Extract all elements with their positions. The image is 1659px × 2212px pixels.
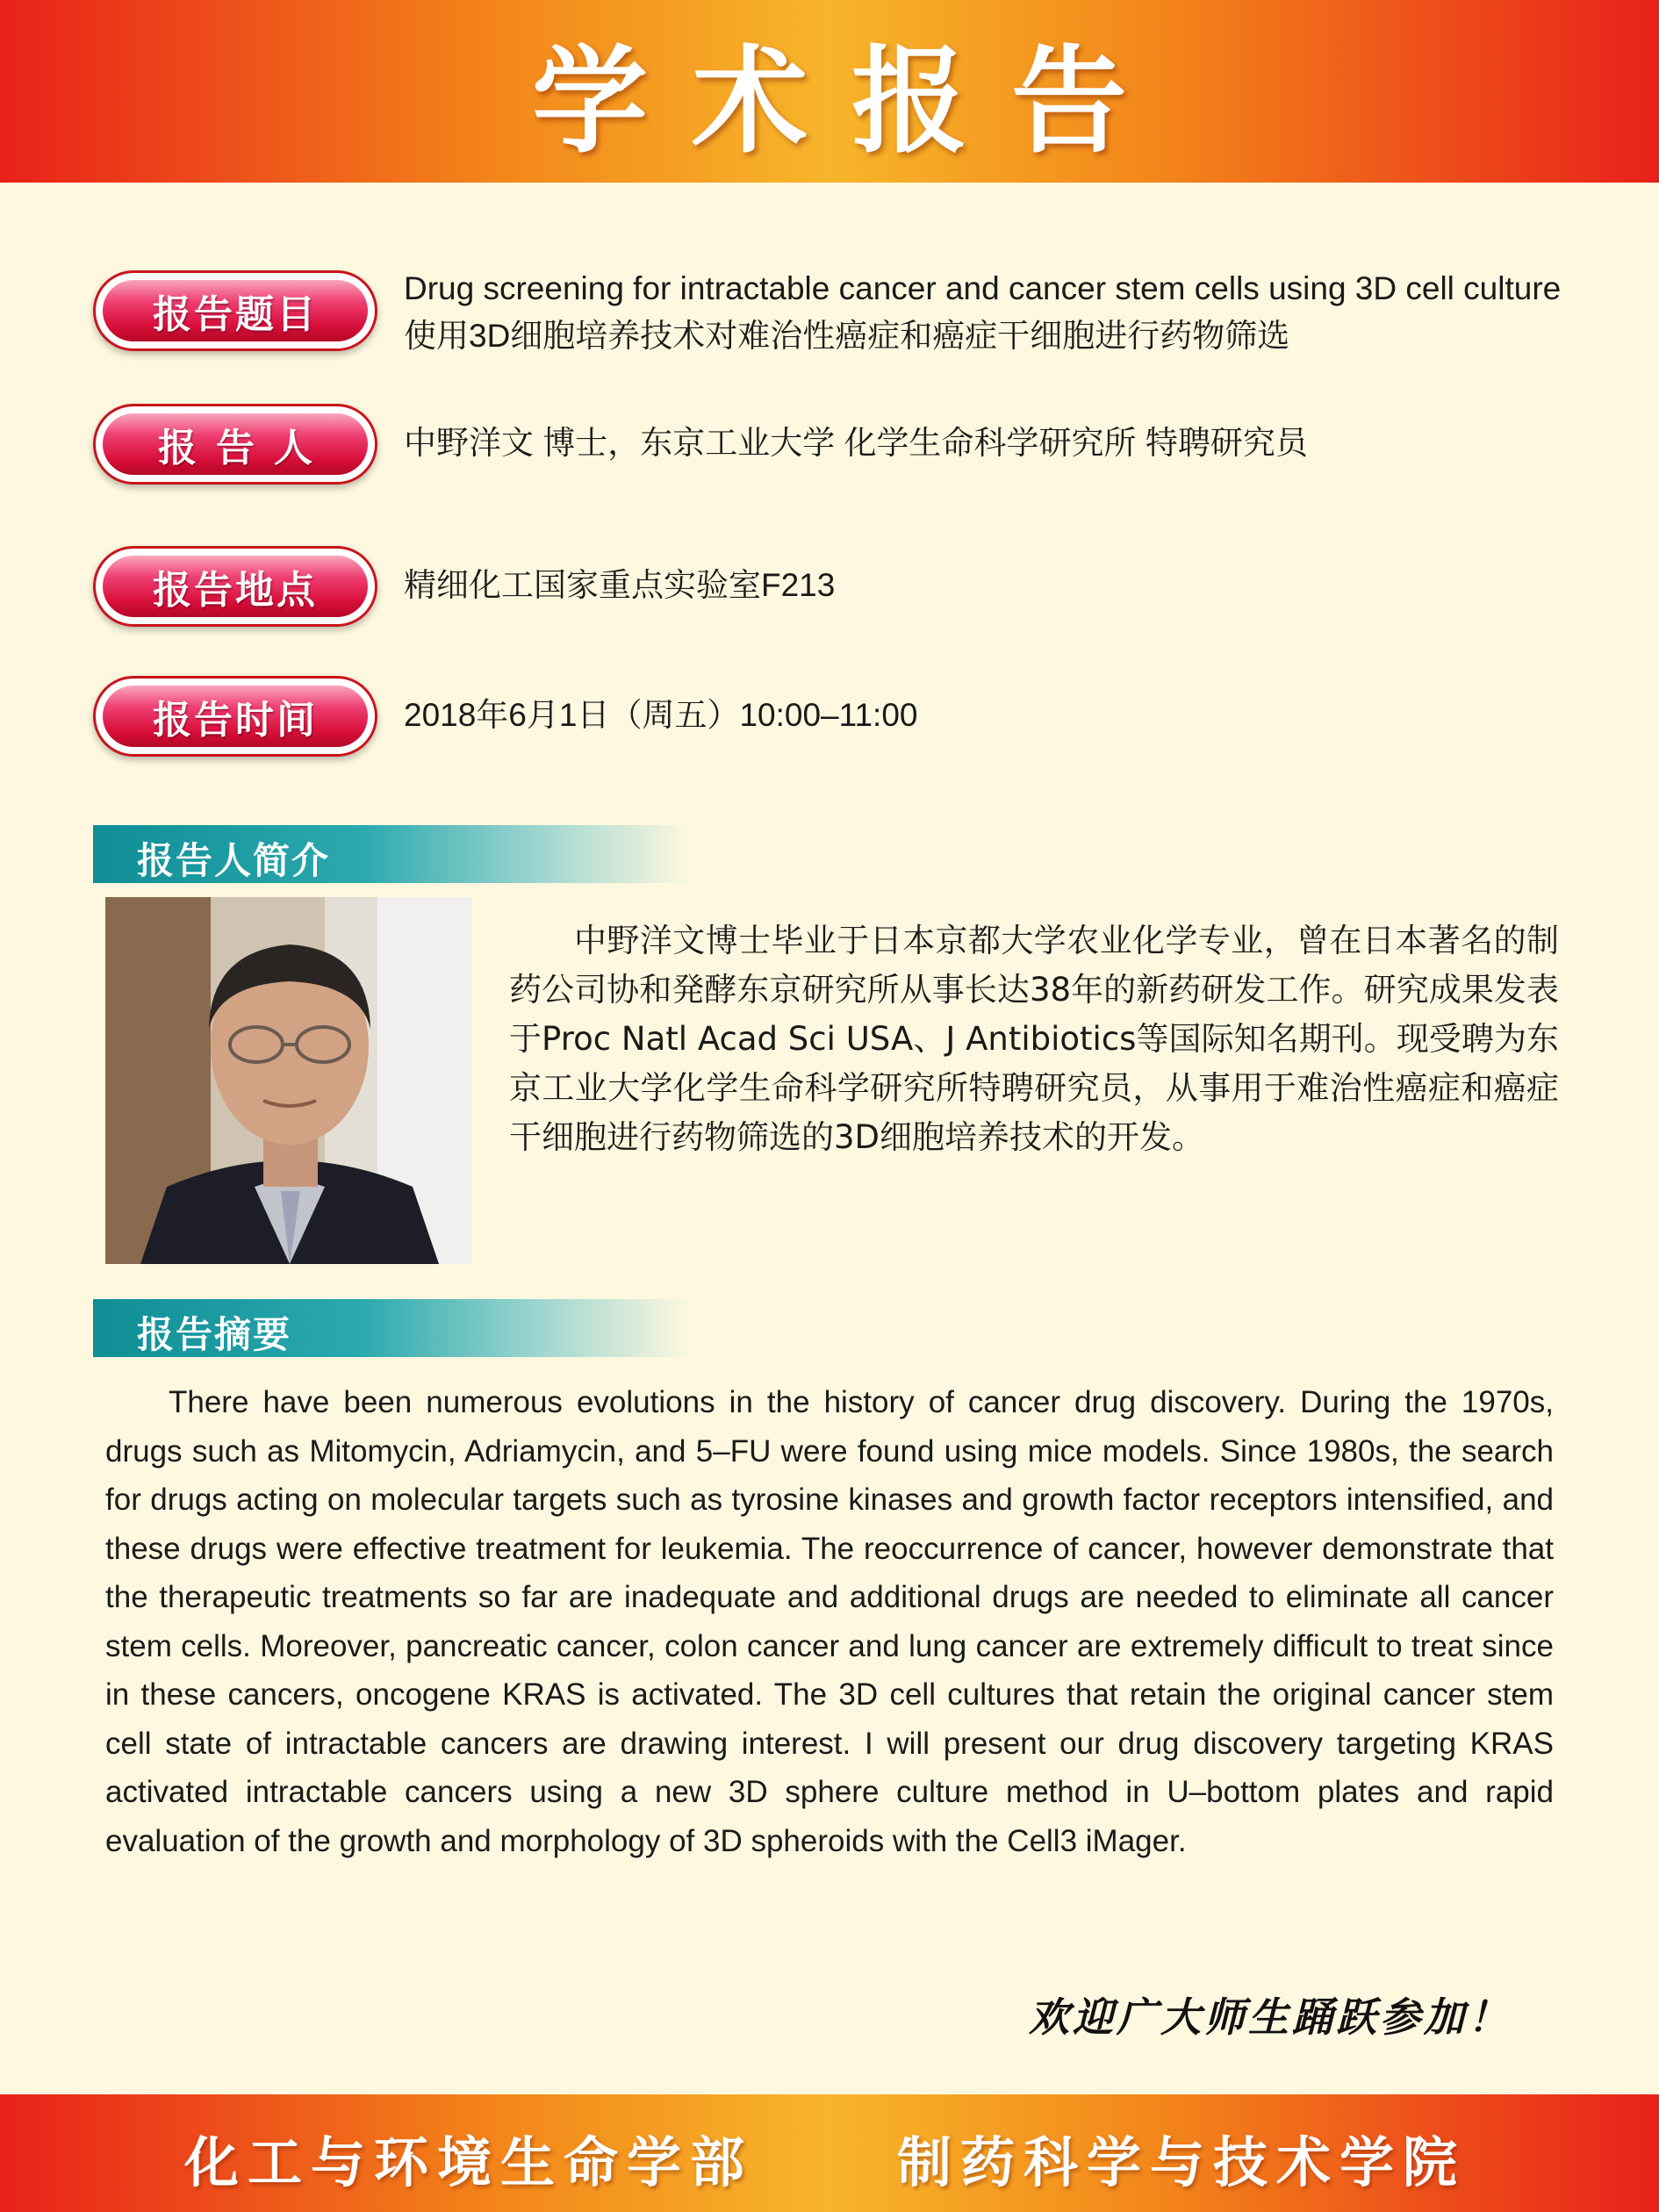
label-pill-topic [93,270,377,351]
label-pill-speaker [93,404,377,485]
abstract-text: There have been numerous evolutions in the history of cancer drug discovery. During the 1970s, drugs such as Mitomycin, Adriamycin, and 5–FU were found using mice models. Since 1980s, the search for drugs acting on molecular targets such as tyrosine kinases and growth factor receptors intensified, and these drugs were effective treatment for leukemia. The reoccurrence of cancer, however demonstrate that the therapeutic treatments so far are inadequate and additional drugs are needed to eliminate all cancer stem cells. Moreover, pancreatic cancer, colon cancer and lung cancer are extremely difficult to treat since in these cancers, oncogene KRAS is activated. The 3D cell cultures that retain the original cancer stem cell state of intractable cancers are drawing interest. I will present our drug discovery targeting KRAS activated intractable cancers using a new 3D sphere culture method in U–bottom plates and rapid evaluation of the growth and morphology of 3D spheroids with the Cell3 iMager. [105,1385,1554,1858]
info-row-topic [93,270,1638,355]
header-banner [0,0,1659,183]
bio-section-bar [93,825,690,883]
time-text: 2018年6月1日（周五）10:00–11:00 [404,697,918,733]
info-row-speaker [93,404,1638,488]
speaker-portrait-image [105,897,472,1264]
label-speaker: 报告人 [158,426,332,470]
topic-english: Drug screening for intractable cancer and cancer stem cells using 3D cell culture [404,270,1562,306]
label-time: 报告时间 [153,698,318,743]
abstract-section-bar [93,1299,690,1357]
label-pill-location [93,546,377,627]
bio-section-title: 报告人简介 [137,839,331,882]
location-text: 精细化工国家重点实验室F213 [404,567,836,603]
info-row-time [93,676,1638,760]
topic-text [404,265,1659,360]
speaker-photo [105,897,472,1264]
label-location: 报告地点 [153,568,318,613]
page-title: 学术报告 [532,33,1171,169]
label-topic: 报告题目 [153,292,318,337]
abstract-section-title: 报告摘要 [137,1313,292,1356]
footer-banner [0,2094,1659,2212]
info-row-location [93,546,1638,630]
bio-text: 中野洋文博士毕业于日本京都大学农业化学专业，曾在日本著名的制药公司协和発酵东京研究所从事长达38年的新药研发工作。研究成果发表于Proc Natl Acad Sci USA、J Antibiotics等国际知名期刊。现受聘为东京工业大学化学生命科学研究所特聘研究员，从事用于难治性癌症和癌症干细胞进行药物筛选的3D细胞培养技术的开发。 [509,922,1559,1156]
footer-college: 制药科学与技术学院 [897,2130,1467,2194]
topic-chinese: 使用3D细胞培养技术对难治性癌症和癌症干细胞进行药物筛选 [404,318,1290,354]
footer-department: 化工与环境生命学部 [184,2130,754,2194]
welcome-message: 欢迎广大师生踊跃参加！ [1029,1993,1512,2041]
speaker-text: 中野洋文 博士，东京工业大学 化学生命科学研究所 特聘研究员 [404,425,1308,461]
label-pill-time [93,676,377,757]
